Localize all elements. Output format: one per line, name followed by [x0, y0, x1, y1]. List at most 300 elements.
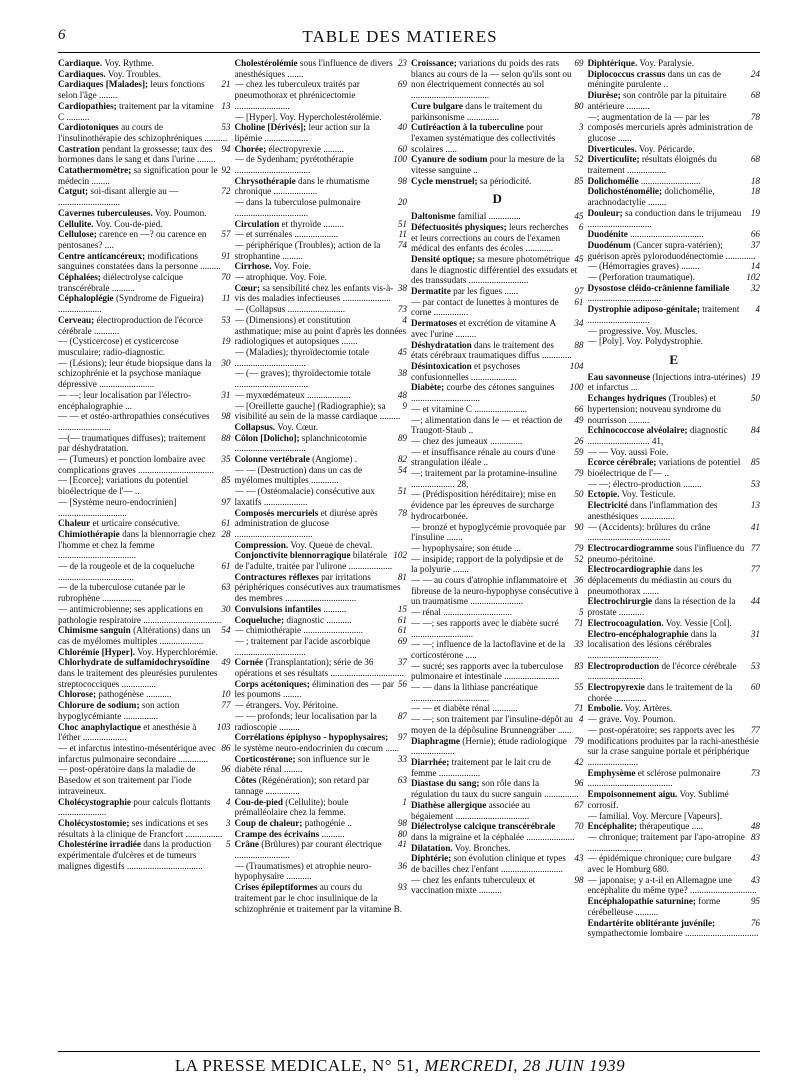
entry-text: dans le traitement de la chorée ..............: [587, 682, 733, 703]
entry-term: Centre anticancéreux;: [58, 250, 146, 261]
entry-text: — (Maladies); thyroïdectomie totale ...............................: [234, 346, 369, 368]
index-entry: [411, 607, 584, 618]
entry-page: 10: [221, 689, 231, 700]
entry-text: — bronzé et hypoglycémie provoquée par l'insuline .......: [411, 521, 566, 543]
index-entry: [58, 797, 231, 818]
entry-text: Voy. Rythme.: [104, 58, 154, 68]
entry-term: Ectopie.: [587, 489, 620, 500]
entry-text: — — et ostéo-arthropathies consécutives .......................: [58, 411, 210, 432]
entry-text: Voy. Testicule.: [621, 489, 676, 500]
index-entry: [411, 297, 584, 318]
index-entry: [235, 197, 408, 218]
index-entry: [58, 358, 231, 390]
entry-term: Diaphragme: [411, 735, 460, 746]
entry-text: (Altérations) dans un cas de myélomes multiples ...................: [58, 625, 211, 646]
entry-term: Chlorure de sodium;: [58, 700, 140, 711]
entry-page: 96: [574, 778, 584, 789]
entry-page: 73: [397, 304, 407, 315]
entry-page: 11: [221, 293, 231, 304]
entry-page: 21: [221, 79, 231, 90]
entry-text: Voy. Vessie [Col].: [665, 617, 732, 628]
index-entry: [588, 918, 761, 939]
entry-term: Convulsions infantiles: [234, 603, 322, 614]
index-entry: [588, 457, 761, 478]
index-entry: [588, 564, 761, 596]
entry-page: 96: [221, 764, 231, 775]
entry-text: — et insuffisance rénale au cours d'une strangulation iléale ..: [411, 446, 556, 468]
entry-page: 18: [750, 175, 760, 186]
index-entry: [411, 639, 584, 660]
index-entry: [235, 572, 408, 604]
entry-page: 4: [755, 304, 760, 315]
index-entry: [411, 318, 584, 339]
entry-term: Cholécystographie: [58, 796, 131, 807]
entry-page: 55: [574, 682, 584, 693]
index-entry: [235, 657, 408, 678]
index-entry: [58, 764, 231, 796]
entry-text: son évolution clinique et types de bacilles chez l'enfant ...........................: [411, 853, 566, 875]
index-entry: [411, 682, 584, 703]
entry-text: Voy. Bronches.: [454, 842, 511, 853]
entry-term: Coqueluche;: [234, 614, 285, 625]
entry-term: Cholécystostomie;: [58, 817, 130, 828]
entry-page: 93: [397, 882, 407, 893]
index-entry: [235, 368, 408, 389]
entry-text: Voy. Cœur.: [277, 421, 319, 432]
index-entry: [235, 797, 408, 818]
index-entry: [58, 219, 231, 230]
index-entry: [411, 415, 584, 436]
entry-page: 66: [750, 229, 760, 240]
index-entry: [411, 843, 584, 854]
entry-term: Diplococcus crassus: [587, 68, 666, 79]
entry-text: — — Voy. aussi Foie.: [587, 446, 669, 457]
entry-page: 80: [574, 100, 584, 111]
index-entry: [235, 550, 408, 571]
index-entry: [235, 700, 408, 711]
index-entry: [588, 90, 761, 111]
index-entry: [235, 79, 408, 111]
index-entry: [411, 736, 584, 757]
entry-text: leur action sur la lipémie ...................: [234, 122, 370, 143]
entry-term: Electricité: [587, 500, 628, 511]
entry-term: Castration: [58, 143, 100, 154]
entry-text: — —; ses rapports avec le diabète sucré ...........................: [411, 617, 559, 639]
entry-text: au cours du traitement par le choc insulinique de la schizophrénie et traitement par la vitamine B.: [234, 882, 403, 914]
index-entry: [411, 436, 584, 447]
entry-text: thérapeutique .....: [639, 821, 704, 832]
index-entry: [411, 853, 584, 874]
entry-text: sa mesure photométrique dans le diagnostic différentiel des exsudats et des transsudats ..........................: [411, 253, 578, 286]
index-entry: [58, 818, 231, 839]
index-columns: [58, 58, 760, 1053]
entry-text: — de Sydenham; pyrétothérapie .................................: [234, 154, 354, 176]
index-entry: [411, 800, 584, 821]
index-entry: [235, 144, 408, 155]
entry-page: 45: [574, 253, 584, 264]
index-entry: [411, 714, 584, 735]
index-entry: [58, 475, 231, 496]
entry-text: — étrangers. Voy. Péritoine.: [234, 700, 339, 711]
entry-term: Croissance;: [411, 58, 457, 68]
entry-text: (Brûlures) par courant électrique ........................: [234, 839, 382, 861]
entry-page: 43: [574, 853, 584, 864]
entry-text: —; alimentation dans le — et réaction de Traugott-Staub ..: [411, 414, 563, 436]
entry-text: sa conduction dans le trijumeau ............................: [587, 207, 742, 229]
entry-text: — de la rougeole et de la coqueluche .................................: [58, 561, 195, 582]
entry-text: au cours de l'insulinothérapie des schizophréniques ..........: [58, 122, 228, 143]
entry-text: ses indications et ses résultats à la clinique de Francfort ................: [58, 817, 223, 839]
entry-page: 98: [397, 175, 407, 186]
index-entry: [411, 757, 584, 778]
entry-term: Cornée: [234, 657, 264, 668]
entry-text: Voy. Foie.: [273, 261, 311, 272]
index-entry: [588, 896, 761, 917]
entry-page: 13: [221, 100, 231, 111]
entry-page: 30: [221, 357, 231, 368]
entry-term: Circulation: [234, 218, 280, 229]
entry-term: Electrocardiographie: [587, 564, 672, 575]
entry-page: 59: [574, 446, 584, 457]
index-entry: [411, 361, 584, 382]
entry-page: 67: [574, 799, 584, 810]
entry-page: 44: [750, 596, 760, 607]
entry-term: Cardiaques.: [58, 68, 106, 79]
index-entry: [235, 615, 408, 626]
entry-term: Electrocardiogramme: [587, 542, 674, 553]
entry-text: — atrophique. Voy. Foie.: [234, 272, 327, 283]
entry-page: 94: [221, 143, 231, 154]
index-entry: [411, 404, 584, 415]
footer-rule: [58, 1051, 760, 1052]
entry-text: pathogénèse ...........: [98, 689, 172, 700]
footer: [0, 1056, 800, 1076]
entry-page: 69: [397, 635, 407, 646]
entry-page: 89: [397, 432, 407, 443]
entry-text: par les figues ......: [453, 286, 519, 297]
entry-text: — hypophysaire; son étude ...: [411, 542, 521, 553]
entry-page: 13: [750, 500, 760, 511]
entry-page: 78: [750, 111, 760, 122]
entry-page: 52: [574, 553, 584, 564]
index-entry: [411, 154, 584, 175]
index-entry: [58, 433, 231, 454]
entry-text: — (Hémorragies graves) ........: [587, 261, 700, 272]
entry-term: Catgut;: [58, 186, 89, 197]
index-entry: [588, 240, 761, 261]
entry-text: sa signification pour le médecin ........: [58, 165, 218, 186]
index-entry: [588, 144, 761, 155]
entry-term: Côtes: [234, 775, 257, 786]
entry-text: — [Poly]. Voy. Polydystrophie.: [587, 336, 703, 347]
page-number: 6: [58, 27, 66, 43]
entry-text: courbe des cétones sanguines ..............................: [411, 382, 555, 404]
entry-text: — chez les tuberculeux traités par pneumothorax et phrénicectomie ........................: [234, 79, 360, 111]
entry-text: dans le traitement du parkinsonisme ..............: [411, 100, 543, 122]
index-entry: [411, 661, 584, 682]
entry-page: 53: [221, 314, 231, 325]
entry-page: 49: [221, 657, 231, 668]
entry-text: — périphérique (Troubles); action de la strophantine .........: [234, 239, 381, 261]
entry-text: — (Collapsus .........................: [234, 304, 346, 315]
index-entry: [235, 112, 408, 123]
entry-page: 53: [750, 478, 760, 489]
entry-text: ..........................: [640, 175, 701, 186]
index-entry: [411, 122, 584, 154]
entry-term: Corticostérone;: [234, 753, 296, 764]
entry-term: Diathèse allergique: [411, 799, 487, 810]
entry-page: 41: [750, 521, 760, 532]
index-entry: [235, 240, 408, 261]
entry-term: Chimiothérapie: [58, 528, 120, 539]
entry-page: 88: [574, 339, 584, 350]
index-entry: [58, 454, 231, 475]
entry-term: Encéphalopathie saturnine;: [587, 896, 696, 907]
index-entry: [588, 661, 761, 682]
entry-text: diagnostic ........................... 41,: [587, 425, 728, 446]
entry-term: Encéphalite;: [587, 821, 638, 832]
index-entry: [588, 522, 761, 543]
entry-text: —; traitement par la protamine-insuline ................... 28,: [411, 468, 557, 489]
entry-term: Diarrhée;: [411, 757, 450, 767]
entry-text: dans un cas de méningite purulente ..: [587, 68, 721, 90]
entry-page: 9: [402, 400, 407, 411]
entry-term: Daltonisme: [411, 211, 456, 222]
index-entry: [58, 336, 231, 357]
index-entry: [411, 286, 584, 297]
index-entry: [235, 839, 408, 860]
entry-page: 4: [225, 796, 231, 807]
entry-term: Côlon [Dolicho];: [234, 432, 300, 443]
index-entry: [235, 454, 408, 465]
index-entry: [235, 754, 408, 775]
entry-text: ..........: [323, 603, 347, 614]
index-entry: [235, 636, 408, 657]
entry-text: — [Oreillette gauche] (Radiographie); sa visibilité au sein de la masse cardiaque .........: [234, 400, 401, 422]
entry-term: Diurèse;: [587, 90, 621, 101]
index-entry: [235, 390, 408, 401]
entry-page: 35: [221, 454, 231, 465]
entry-page: 81: [397, 571, 407, 582]
entry-term: Chrysothérapie: [234, 175, 296, 186]
entry-text: — — (Destruction) dans un cas de myélomes multiples ............: [234, 464, 363, 486]
entry-text: dans l'inflammation des anesthésiques ...............: [587, 500, 718, 521]
entry-text: ..........: [321, 828, 345, 839]
entry-page: 57: [221, 229, 231, 240]
index-entry: [411, 618, 584, 639]
entry-text: dans la migraine et la céphalée .....................: [411, 831, 575, 842]
entry-text: — par contact de lunettes à montures de corne ...............: [411, 296, 559, 318]
index-entry: [588, 821, 761, 832]
entry-text: — et infarctus intestino-mésentérique avec infarctus pulmonaire secondaire .............: [58, 743, 216, 764]
entry-term: Electrocoagulation.: [587, 617, 664, 628]
entry-page: 76: [750, 917, 760, 928]
page-title: TABLE DES MATIERES: [302, 27, 498, 46]
entry-text: son rôle dans la régulation du taux du sucre sanguin ...............: [411, 778, 579, 800]
entry-text: — (Perforation traumatique).: [587, 272, 695, 283]
entry-term: Duodénum: [587, 239, 631, 250]
entry-page: 19: [221, 336, 231, 347]
entry-text: bilatérale de l'adulte, traitée par l'ulirone ...................: [234, 550, 393, 572]
index-entry: [588, 326, 761, 337]
entry-term: Collapsus.: [234, 421, 276, 432]
entry-text: traitement ...........................: [587, 304, 740, 325]
index-entry: [588, 543, 761, 564]
index-entry: [588, 372, 761, 393]
entry-text: son influence sur le diabète rénal ........: [234, 753, 370, 775]
index-entry: [235, 272, 408, 283]
entry-text: pendant la grossesse; taux des hormones dans le sang et dans l'urine ........: [58, 143, 216, 165]
entry-term: Cardiaques [Malades];: [58, 79, 149, 90]
index-entry: [235, 679, 408, 700]
index-entry: [588, 596, 761, 617]
entry-text: son action hypoglycémiante ...............: [58, 700, 180, 721]
entry-term: Cycle menstruel;: [411, 175, 478, 186]
index-entry: [235, 818, 408, 829]
index-entry: [588, 618, 761, 629]
index-entry: [588, 479, 761, 490]
entry-term: Dolichosténomélie;: [587, 186, 663, 197]
entry-term: Cardiopathies;: [58, 100, 117, 111]
index-entry: [235, 882, 408, 914]
entry-page: 66: [574, 403, 584, 414]
index-entry: [235, 433, 408, 454]
entry-term: Cerveau;: [58, 314, 95, 325]
header-rule: [58, 52, 760, 53]
entry-text: Voy. Sublimé corrosif.: [587, 789, 729, 810]
entry-text: — [Système neuro-endocrinien] ..............................: [58, 496, 177, 518]
index-entry: [235, 261, 408, 272]
index-entry: [235, 486, 408, 507]
entry-page: 95: [750, 896, 760, 907]
entry-text: — (Dimensions) et constitution asthmatique; mise au point d'après les données radiologiques et autopsiques .......: [234, 314, 407, 347]
entry-page: 26: [574, 435, 584, 446]
entry-term: Désintoxication: [411, 360, 472, 371]
entry-text: — japonaise; y a-t-il en Allemagne une encéphalite du même type? .............................: [587, 874, 757, 896]
entry-page: 61: [221, 561, 231, 572]
index-entry: [411, 222, 584, 254]
entry-text: — — et diabète rénal ...........: [411, 703, 518, 714]
entry-text: (Injections intra-utérines) et infarctus ...: [587, 371, 746, 393]
index-entry: [588, 186, 761, 207]
entry-text: pour calculs flottants .....................: [58, 796, 211, 818]
entry-page: 88: [221, 432, 231, 443]
entry-term: Embolie.: [587, 703, 623, 714]
entry-term: Emphysème: [587, 767, 636, 778]
entry-text: électropyrexie .........: [268, 143, 344, 154]
entry-term: Cardiotoniques: [58, 122, 119, 133]
footer-date: MERCREDI, 28 JUIN 1939: [424, 1056, 626, 1075]
entry-term: Chlorose;: [58, 689, 97, 700]
index-entry: [588, 112, 761, 144]
entry-page: 5: [225, 839, 231, 850]
entry-text: Voy. Cou-de-pied.: [95, 218, 163, 229]
entry-text: —; augmentation de la — par les composés mercuriels après administration de glucose ......: [587, 111, 753, 143]
entry-term: Composés mercuriels: [234, 507, 319, 518]
index-entry: [588, 875, 761, 896]
entry-term: Echanges hydriques: [587, 393, 667, 404]
index-entry: [58, 69, 231, 80]
entry-page: 69: [574, 58, 584, 68]
index-entry: [411, 778, 584, 799]
index-column-1: [58, 58, 231, 1053]
index-entry: [411, 875, 584, 896]
entry-page: 49: [574, 414, 584, 425]
entry-term: Chaleur: [58, 518, 91, 529]
index-column-4: [588, 58, 761, 1053]
entry-term: Echinococcose alvéolaire;: [587, 425, 688, 436]
entry-term: Chlorémie [Hyper].: [58, 646, 136, 657]
entry-text: son contrôle par la pituitaire antérieure ..........: [587, 90, 727, 111]
entry-text: Voy. Paralysie.: [639, 58, 695, 68]
entry-text: — antimicrobienne; ses applications en pathologie respiratoire ..................................: [58, 603, 222, 625]
entry-page: 61: [397, 614, 407, 625]
index-entry: [58, 315, 231, 336]
entry-page: 23: [397, 58, 407, 68]
entry-page: 61: [221, 518, 231, 529]
index-entry: [58, 529, 231, 561]
entry-page: 19: [750, 371, 760, 382]
entry-text: sympathectomie lombaire ................................: [587, 928, 759, 939]
entry-page: 98: [397, 817, 407, 828]
index-entry: [411, 468, 584, 489]
entry-term: Dermatite: [411, 286, 451, 297]
entry-page: 72: [221, 186, 231, 197]
entry-text: — —; son traitement par l'insuline-dépôt au moyen de la dépôsuline Brunnengräber ......: [411, 714, 573, 735]
entry-page: 24: [750, 68, 760, 79]
entry-page: 68: [750, 90, 760, 101]
entry-text: sa sensibilité chez les enfants vis-à-vis des maladies infectieuses .....................: [234, 282, 394, 304]
index-entry: [58, 101, 231, 122]
entry-text: et diurèse après administration de glucose ..................................: [234, 507, 378, 539]
index-entry: [58, 743, 231, 764]
entry-term: Endartérite oblitérante juvénile;: [587, 917, 716, 928]
entry-page: 60: [397, 143, 407, 154]
index-entry: [411, 340, 584, 361]
entry-page: 86: [221, 743, 231, 753]
entry-text: (Angiome) .: [312, 454, 357, 465]
entry-page: 68: [750, 154, 760, 165]
index-entry: [588, 229, 761, 240]
entry-text: —(— traumatiques diffuses); traitement par déshydratation.: [58, 432, 206, 454]
index-entry: [588, 489, 761, 500]
index-entry: [58, 272, 231, 293]
entry-text: dans le rhumatisme chronique ...................: [234, 175, 370, 197]
index-entry: [58, 839, 231, 871]
entry-term: Cirrhose.: [234, 261, 272, 272]
index-entry: [235, 625, 408, 636]
entry-term: Diélectrolyse calcique transcérébrale: [411, 821, 556, 832]
index-entry: [588, 832, 761, 853]
index-entry: [58, 122, 231, 143]
entry-page: 51: [397, 218, 407, 229]
index-entry: [58, 497, 231, 518]
entry-page: 37: [397, 657, 407, 668]
index-entry: [588, 811, 761, 822]
entry-page: 36: [574, 575, 584, 586]
index-entry: [58, 229, 231, 250]
entry-text: résultats éloignés du traitement .................: [587, 154, 717, 176]
entry-text: pour l'examen systématique des collectivités scolaires .....: [411, 122, 556, 154]
entry-text: sous l'influence du pneumo-péritoine.: [587, 542, 745, 564]
index-entry: [58, 293, 231, 314]
entry-page: 43: [750, 853, 760, 864]
entry-text: diagnostic ...........: [286, 614, 352, 625]
entry-page: 79: [574, 468, 584, 479]
entry-text: dans la production expérimentale d'ulcères et de tumeurs malignes digestifs .................................: [58, 839, 212, 871]
index-entry: [58, 58, 231, 69]
index-entry: [588, 629, 761, 661]
